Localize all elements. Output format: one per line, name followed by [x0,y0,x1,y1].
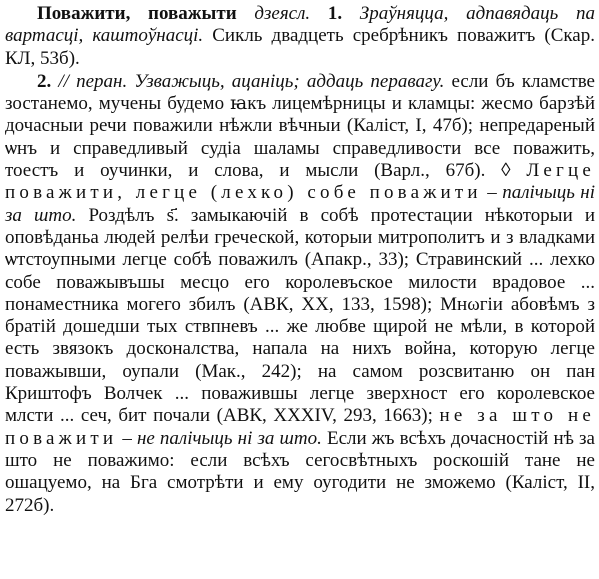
idiom-2-dash: – [117,427,137,449]
idiom-1-citations: Роздѣлъ ѕ҃. замыкаючій в собѣ протестации нѣкоторыи и оповѣданьа людей релѣи греческой, которыи митрополитъ и з владками ѡтстоупными легце собѣ поважилъ (Апакр., 33); Стравинский ... лехко собе поважывъшы месцо его королевъское милости врадовое ... понаместника могего збилъ (АВК, XX, 133, 1598); Мнωгіи абовѣмъ з братій дошедши тых ствпневъ ... же любве щирой не мѣли, в которой есть звязокъ досконалства, напала на нихъ война, которую легце поважывши, оупали (Мак., 242); на самом розсвитаню он пан Криштофъ Волчек ... поважившы легце зверхност его королевское млсти ... сеч, бит почали (АВК, XXXIV, 293, 1663); [5,204,596,427]
sense-number-2: 2. [37,70,52,92]
sense-number-1: 1. [327,3,343,24]
sense-1-citation: Сикль двадцеть сребрѣникъ поважитъ (Скар. КЛ, 53б). [5,25,595,69]
idiom-1: Легце поважити, легце (лехко) собе поважити [5,160,595,204]
idiom-1-dash: – [481,182,503,204]
entry-paragraph-1 [5,3,595,70]
sense-1-definition: Зраўняцца, адпавядаць па вартасці, каштоўнасці. [5,3,595,47]
entry-paragraph-2 [5,71,595,517]
part-of-speech: дзеясл. [236,3,328,24]
sense-2-citations: если бъ кламстве зостанемо, мучены будемо ꙗкъ лицемѣрницы и кламцы: жесмо барзѣй дочасныи речи поважили нѣжли вѣчныи (Каліст, І, 47б); непредареный ѡнъ и справедливый судіа шаламы справедливости все поважить, тоестъ и оучинки, и слова, и мысли (Варл., 67б). ◊ [5,70,595,182]
headword: Поважити, поважыти [37,3,237,24]
idiom-2-definition: не палічыць ні за што. [136,427,322,449]
idiom-2: не за што не поважити [5,405,595,449]
idiom-2-citation: Если жъ всѣхъ дочасностій нѣ за што не поважимо: если всѣхъ сегосвѣтныхъ роскошій тане не ошацуемо, на Бга смотрѣти и ему оугодити не зможемо (Каліст, II, 272б). [5,427,595,516]
idiom-1-definition: палічыць ні за што. [5,182,595,226]
sense-2-definition: // перан. Узважыць, ацаніць; аддаць перавагу. [51,70,445,92]
